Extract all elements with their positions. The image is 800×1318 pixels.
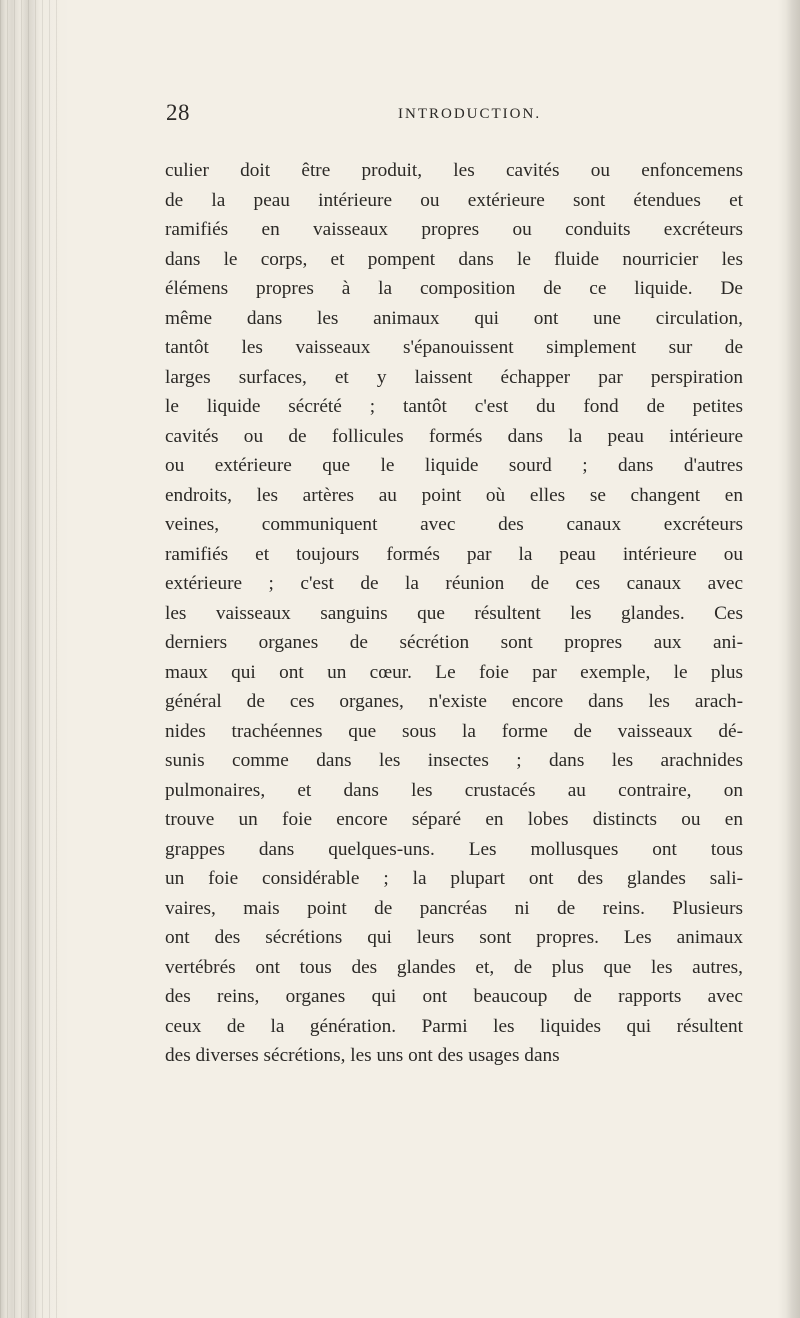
text-line: culier doit être produit, les cavités ou enfoncemens bbox=[165, 160, 743, 181]
text-line: ramifiés en vaisseaux propres ou conduits excréteurs bbox=[165, 219, 743, 240]
text-line: un foie considérable ; la plupart ont des glandes sali- bbox=[165, 868, 743, 889]
text-line: ou extérieure que le liquide sourd ; dans d'autres bbox=[165, 455, 743, 476]
text-line: de la peau intérieure ou extérieure sont étendues et bbox=[165, 189, 743, 211]
book-page bbox=[156, 96, 756, 1296]
page-header bbox=[156, 100, 756, 130]
text-line: cavités ou de follicules formés dans la peau intérieure bbox=[165, 425, 743, 447]
text-line: derniers organes de sécrétion sont propres aux ani- bbox=[165, 632, 743, 653]
text-line: sunis comme dans les insectes ; dans les arachnides bbox=[165, 750, 743, 771]
text-line: le liquide sécrété ; tantôt c'est du fond de petites bbox=[165, 396, 743, 417]
page-number: 28 bbox=[166, 100, 190, 125]
text-line: maux qui ont un cœur. Le foie par exemple, le plus bbox=[165, 661, 743, 683]
page-edge-shadow bbox=[778, 0, 800, 1318]
text-line: ramifiés et toujours formés par la peau intérieure ou bbox=[165, 543, 743, 565]
text-line: pulmonaires, et dans les crustacés au contraire, on bbox=[165, 779, 743, 801]
text-line: tantôt les vaisseaux s'épanouissent simplement sur de bbox=[165, 337, 743, 358]
text-line: les vaisseaux sanguins que résultent les glandes. Ces bbox=[165, 602, 743, 624]
text-line: endroits, les artères au point où elles se changent en bbox=[165, 484, 743, 506]
running-head: INTRODUCTION. bbox=[398, 106, 542, 122]
text-line: extérieure ; c'est de la réunion de ces canaux avec bbox=[165, 573, 743, 594]
text-line: larges surfaces, et y laissent échapper par perspiration bbox=[165, 366, 743, 388]
text-line: veines, communiquent avec des canaux excréteurs bbox=[165, 514, 743, 535]
text-line: trouve un foie encore séparé en lobes distincts ou en bbox=[165, 809, 743, 830]
text-line: vertébrés ont tous des glandes et, de plus que les autres, bbox=[165, 956, 743, 978]
text-line: dans le corps, et pompent dans le fluide nourricier les bbox=[165, 248, 743, 270]
text-line: des diverses sécrétions, les uns ont des usages dans bbox=[165, 1045, 560, 1066]
text-line: général de ces organes, n'existe encore dans les arach- bbox=[165, 691, 743, 712]
text-line: nides trachéennes que sous la forme de vaisseaux dé- bbox=[165, 720, 743, 742]
text-line: grappes dans quelques-uns. Les mollusques ont tous bbox=[165, 838, 743, 860]
binding-texture bbox=[0, 0, 60, 1318]
text-line: élémens propres à la composition de ce liquide. De bbox=[165, 278, 743, 299]
text-line: ont des sécrétions qui leurs sont propres. Les animaux bbox=[165, 927, 743, 948]
text-line: ceux de la génération. Parmi les liquides qui résultent bbox=[165, 1015, 743, 1037]
body-text bbox=[165, 156, 743, 1071]
text-line: des reins, organes qui ont beaucoup de rapports avec bbox=[165, 986, 743, 1007]
text-line: vaires, mais point de pancréas ni de reins. Plusieurs bbox=[165, 897, 743, 919]
text-line: même dans les animaux qui ont une circulation, bbox=[165, 307, 743, 329]
